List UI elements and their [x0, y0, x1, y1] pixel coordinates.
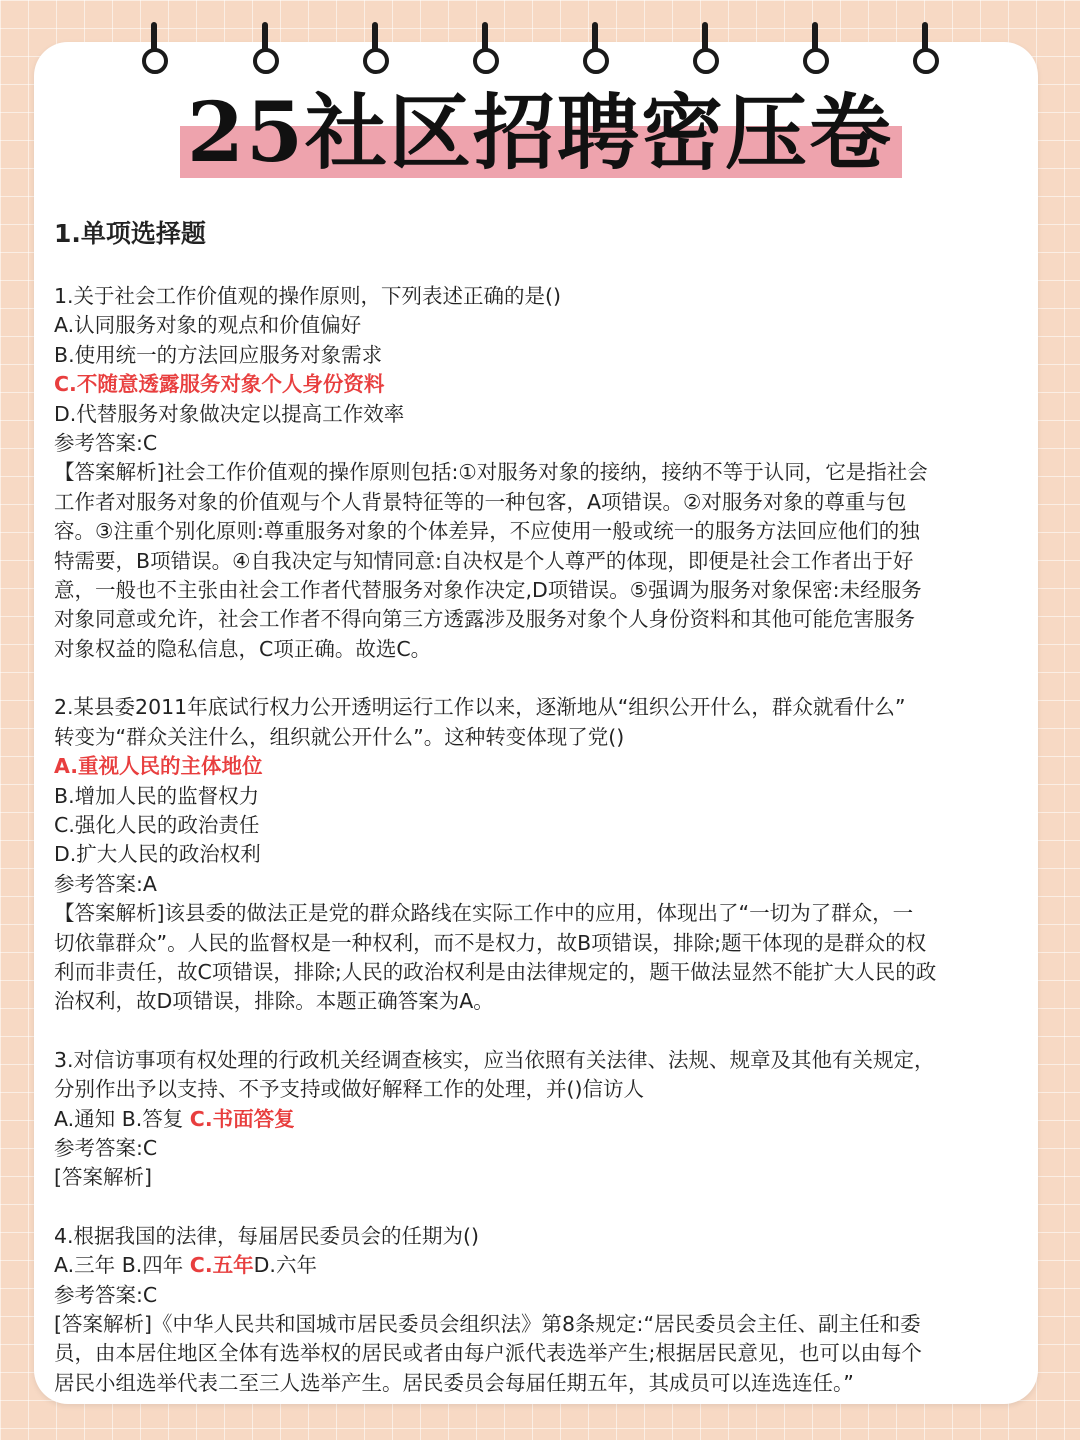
question-2-text: 转变为“群众关注什么，组织就公开什么”。这种转变体现了党() — [54, 724, 625, 749]
binder-ring-icon — [802, 22, 828, 78]
q4-options — [54, 1251, 1030, 1280]
page-title: 25社区招聘密压卷 — [186, 85, 894, 181]
question-3-text: 分别作出予以支持、不予支持或做好解释工作的处理，并()信访人 — [54, 1077, 644, 1102]
q4-analysis-line: 居民小组选举代表二至三人选举产生。居民委员会每届任期五年，其成员可以连选连任。” — [54, 1370, 854, 1395]
question-3-text: 3.对信访事项有权处理的行政机关经调查核实，应当依照有关法律、法规、规章及其他有关规定， — [54, 1047, 935, 1072]
section-title: 1.单项选择题 — [54, 219, 206, 248]
binder-ring-icon — [582, 22, 608, 78]
q1-answer: 参考答案:C — [54, 431, 158, 456]
binder-ring-icon — [141, 22, 167, 78]
q3-analysis: [答案解析] — [54, 1165, 152, 1190]
question-2-text: 2.某县委2011年底试行权力公开透明运行工作以来，逐渐地从“组织公开什么，群众就看什么” — [54, 695, 906, 720]
question-1-text: 1.关于社会工作价值观的操作原则，下列表述正确的是() — [54, 284, 562, 308]
q2-analysis-line: 【答案解析]该县委的做法正是党的群众路线在实际工作中的应用，体现出了“一切为了群众，一 — [54, 901, 914, 926]
q2-analysis-line: 利而非责任，故C项错误，排除;人民的政治权利是由法律规定的，题干做法显然不能扩大人民的政 — [54, 959, 937, 984]
q2-analysis-line: 切依靠群众”。人民的监督权是一种权利，而不是权力，故B项错误，排除;题干体现的是群众的权 — [54, 930, 927, 955]
binder-ring-icon — [692, 22, 718, 78]
q4-analysis-line: 员，由本居住地区全体有选举权的居民或者由每户派代表选举产生;根据居民意见，也可以由每个 — [54, 1341, 922, 1366]
q2-option-c: C.强化人民的政治责任 — [54, 812, 260, 837]
q3-answer: 参考答案:C — [54, 1135, 158, 1160]
binder-ring-icon — [912, 22, 938, 78]
q1-analysis-line: 对象权益的隐私信息，C项正确。故选C。 — [54, 636, 432, 661]
q1-analysis-line: 容。③注重个别化原则:尊重服务对象的个体差异，不应使用一般或统一的服务方法回应他们的独 — [54, 519, 920, 544]
q1-analysis-line: 意，一般也不主张由社会工作者代替服务对象作决定,D项错误。⑤强调为服务对象保密:未经服务 — [54, 578, 922, 603]
q1-option-b: B.使用统一的方法回应服务对象需求 — [54, 342, 383, 367]
q1-option-c-correct: C.不随意透露服务对象个人身份资料 — [54, 372, 385, 397]
q4-options-before: A.三年 B.四年 — [54, 1253, 190, 1278]
q1-option-d: D.代替服务对象做决定以提高工作效率 — [54, 401, 405, 426]
binder-ring-icon — [252, 22, 278, 78]
q3-option-c-correct: C.书面答复 — [189, 1106, 295, 1131]
q2-analysis-line: 治权利，故D项错误，排除。本题正确答案为A。 — [54, 989, 494, 1014]
q4-option-c-correct: C.五年 — [189, 1253, 254, 1278]
q1-analysis-line: 工作者对服务对象的价值观与个人背景特征等的一种包客，A项错误。②对服务对象的尊重与包 — [54, 489, 907, 514]
q4-analysis-line: [答案解析]《中华人民共和国城市居民委员会组织法》第8条规定:“居民委员会主任、副主任和委 — [54, 1312, 921, 1336]
q2-option-b: B.增加人民的监督权力 — [54, 783, 260, 808]
q2-option-d: D.扩大人民的政治权利 — [54, 842, 261, 867]
q2-option-a-correct: A.重视人民的主体地位 — [54, 754, 263, 779]
q4-answer: 参考答案:C — [54, 1282, 158, 1307]
q2-answer: 参考答案:A — [54, 871, 157, 896]
q1-analysis-line: 对象同意或允许，社会工作者不得向第三方透露涉及服务对象个人身份资料和其他可能危害服务 — [54, 607, 915, 632]
q1-analysis-line: 【答案解析]社会工作价值观的操作原则包括:①对服务对象的接纳，接纳不等于认同，它是指社会 — [54, 460, 928, 485]
q3-options-plain: A.通知 B.答复 — [54, 1106, 190, 1131]
q3-options — [54, 1105, 1030, 1134]
binder-ring-icon — [472, 22, 498, 78]
question-4-text: 4.根据我国的法律，每届居民委员会的任期为() — [54, 1223, 480, 1248]
binder-ring-icon — [362, 22, 388, 78]
q1-analysis-line: 特需要，B项错误。④自我决定与知情同意:自决权是个人尊严的体现，即便是社会工作者出于好 — [54, 548, 914, 573]
question-content — [54, 212, 1030, 1398]
title-area — [0, 78, 1080, 188]
q4-options-after: D.六年 — [253, 1253, 317, 1278]
q1-option-a: A.认同服务对象的观点和价值偏好 — [54, 313, 362, 338]
binder-rings — [0, 22, 1080, 82]
